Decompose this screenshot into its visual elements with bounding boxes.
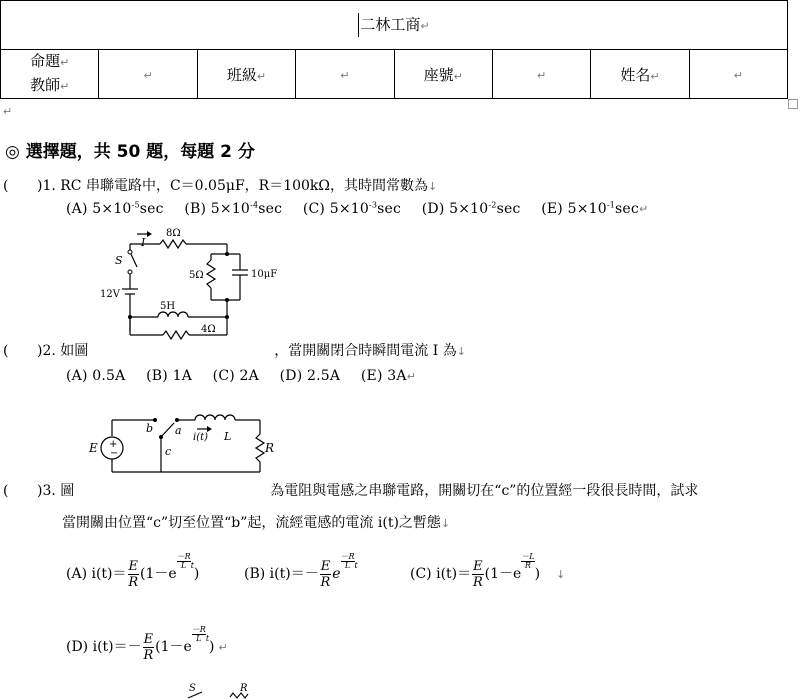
label-r3: 4Ω xyxy=(201,324,216,335)
label-s: S xyxy=(189,683,196,694)
option-a: (A) i(t)＝ $\frac{E}{R}$ (1－e $\frac{-R}{L}^t$) xyxy=(66,552,200,590)
circuit-diagram-rc-rl xyxy=(95,222,285,347)
label-inductor: 5H xyxy=(160,301,176,312)
seat-label-cell: 座號↵ xyxy=(394,50,492,99)
option-a: (A) $5\times 10^{-5}\sec$ xyxy=(66,200,164,217)
circuit-diagram-partial xyxy=(180,682,260,699)
label-a: a xyxy=(175,424,182,437)
question-3: ( )3. 圖 為電阻與電感之串聯電路，開關切在“c”的位置經一段很長時間，試求 xyxy=(3,483,699,499)
label-current: i(t) xyxy=(193,432,209,443)
school-name-cell: 二林工商↵ xyxy=(1,1,788,50)
question-1-stem: )1. RC 串聯電路中，C＝0.05μF，R＝100kΩ，其時間常數為 xyxy=(37,178,429,194)
teacher-value-field[interactable]: ↵ xyxy=(99,50,197,99)
option-d: (D) $5\times 10^{-2}\sec$ xyxy=(421,200,521,217)
label-r2: 5Ω xyxy=(189,270,204,281)
label-r1: 8Ω xyxy=(166,228,181,239)
svg-text:+: + xyxy=(109,439,118,450)
svg-text:−: − xyxy=(110,448,119,459)
label-b: b xyxy=(146,422,154,435)
question-1: ( )1. RC 串聯電路中，C＝0.05μF，R＝100kΩ，其時間常數為↓ xyxy=(3,178,438,194)
name-value-field[interactable]: ↵ xyxy=(689,50,787,99)
option-b: (B) $5\times 10^{-4}\sec$ xyxy=(184,200,283,217)
option-b: (B) i(t)＝－ $\frac{E}{R}$ e $\frac{-R}{L}^t$ xyxy=(244,552,358,590)
option-e: (E) 3A xyxy=(360,368,407,384)
circuit-diagram-rl-switch xyxy=(85,410,285,485)
exam-header-table xyxy=(0,0,788,99)
section-title: ◎ 選擇題，共 50 題，每題 2 分 xyxy=(5,142,255,162)
label-c: c xyxy=(165,445,172,458)
label-e: E xyxy=(89,441,98,455)
class-label-cell: 班級↵ xyxy=(197,50,295,99)
question-2-options: (A) 0.5A (B) 1A (C) 2A (D) 2.5A (E) 3A↵ xyxy=(66,368,417,384)
option-a: (A) 0.5A xyxy=(66,368,126,384)
label-l: L xyxy=(224,430,232,443)
table-resize-handle[interactable] xyxy=(788,99,798,109)
option-c: (C) 2A xyxy=(212,368,259,384)
class-value-field[interactable]: ↵ xyxy=(296,50,394,99)
name-label-cell: 姓名↵ xyxy=(591,50,689,99)
label-r: R xyxy=(265,441,275,455)
question-1-options: (A) $5\times 10^{-5}\sec$ (B) $5\times 10^{-4}\sec$ (C) $5\times 10^{-3}\sec$ (D) $5\times 10^{-2}\sec$ (E) $5\times 10^{-1}\sec↵$ xyxy=(66,200,649,217)
label-current: I xyxy=(141,236,146,249)
option-e: (E) $5\times 10^{-1}\sec$ xyxy=(541,200,639,217)
label-r: R xyxy=(240,683,248,694)
option-c: (C) i(t)＝ $\frac{E}{R}$ (1－e $\frac{-L}{R}$) ↓ xyxy=(410,552,566,590)
label-voltage: 12V xyxy=(100,289,120,300)
option-d: (D) 2.5A xyxy=(279,368,341,384)
question-2: ( )2. 如圖 ，當開關閉合時瞬間電流 I 為↓ xyxy=(3,343,466,359)
label-capacitor: 10μF xyxy=(251,269,278,280)
paragraph-mark: ↵ xyxy=(3,105,13,118)
option-d: (D) i(t)＝－ $\frac{E}{R}$ (1－e $\frac{-R}{L}^t$) ↵ xyxy=(66,625,228,663)
question-3-cont: 當開關由位置“c”切至位置“b”起，流經電感的電流 i(t)之暫態↓ xyxy=(62,515,451,531)
option-c: (C) $5\times 10^{-3}\sec$ xyxy=(302,200,402,217)
label-switch: S xyxy=(115,254,123,267)
school-name: 二林工商 xyxy=(360,15,421,34)
seat-value-field[interactable]: ↵ xyxy=(492,50,590,99)
option-b: (B) 1A xyxy=(146,368,193,384)
teacher-label-cell: 命題↵ 教師↵ xyxy=(1,50,99,99)
